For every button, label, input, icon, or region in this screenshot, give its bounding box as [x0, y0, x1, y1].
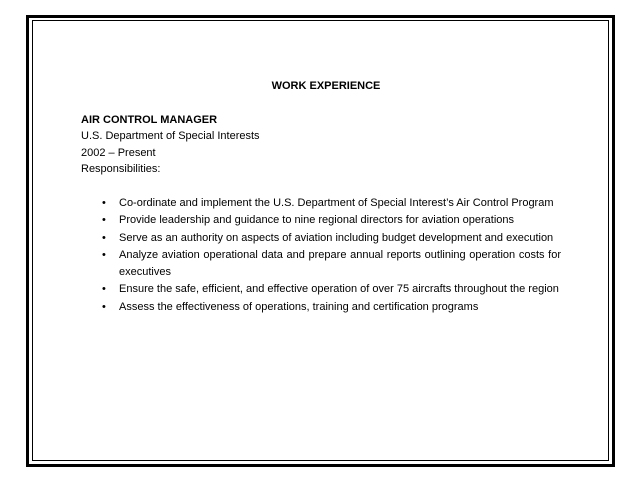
document-content [81, 78, 561, 316]
bullet-icon: • [102, 249, 106, 261]
list-item-text: Co-ordinate and implement the U.S. Department of Special Interest’s Air Control Program [119, 196, 554, 209]
list-item-text: Serve as an authority on aspects of aviation including budget development and execution [119, 231, 554, 244]
list-item-text: Ensure the safe, efficient, and effective operation of over 75 aircrafts throughout the region [119, 283, 559, 295]
bullet-icon: • [102, 214, 106, 226]
bullet-icon: • [102, 283, 106, 295]
organization: U.S. Department of Special Interests [81, 130, 260, 142]
responsibilities-label: Responsibilities: [81, 163, 161, 175]
list-item [102, 299, 561, 316]
list-item-text: Analyze aviation operational data and prepare annual reports outlining operation costs for executives [119, 249, 561, 278]
bullet-icon: • [102, 231, 106, 244]
list-item-text: Provide leadership and guidance to nine regional directors for aviation operations [119, 214, 515, 226]
list-item [102, 281, 561, 298]
responsibilities-list [81, 195, 561, 316]
list-item-text: Assess the effectiveness of operations, training and certification programs [119, 300, 479, 313]
section-heading: WORK EXPERIENCE [271, 80, 381, 92]
list-item [102, 230, 561, 247]
bullet-icon: • [102, 196, 106, 209]
job-title: AIR CONTROL MANAGER [81, 113, 218, 126]
bullet-icon: • [102, 300, 106, 313]
list-item [102, 212, 561, 229]
employment-dates: 2002 – Present [81, 146, 156, 159]
list-item [102, 195, 561, 212]
list-item [102, 247, 561, 280]
